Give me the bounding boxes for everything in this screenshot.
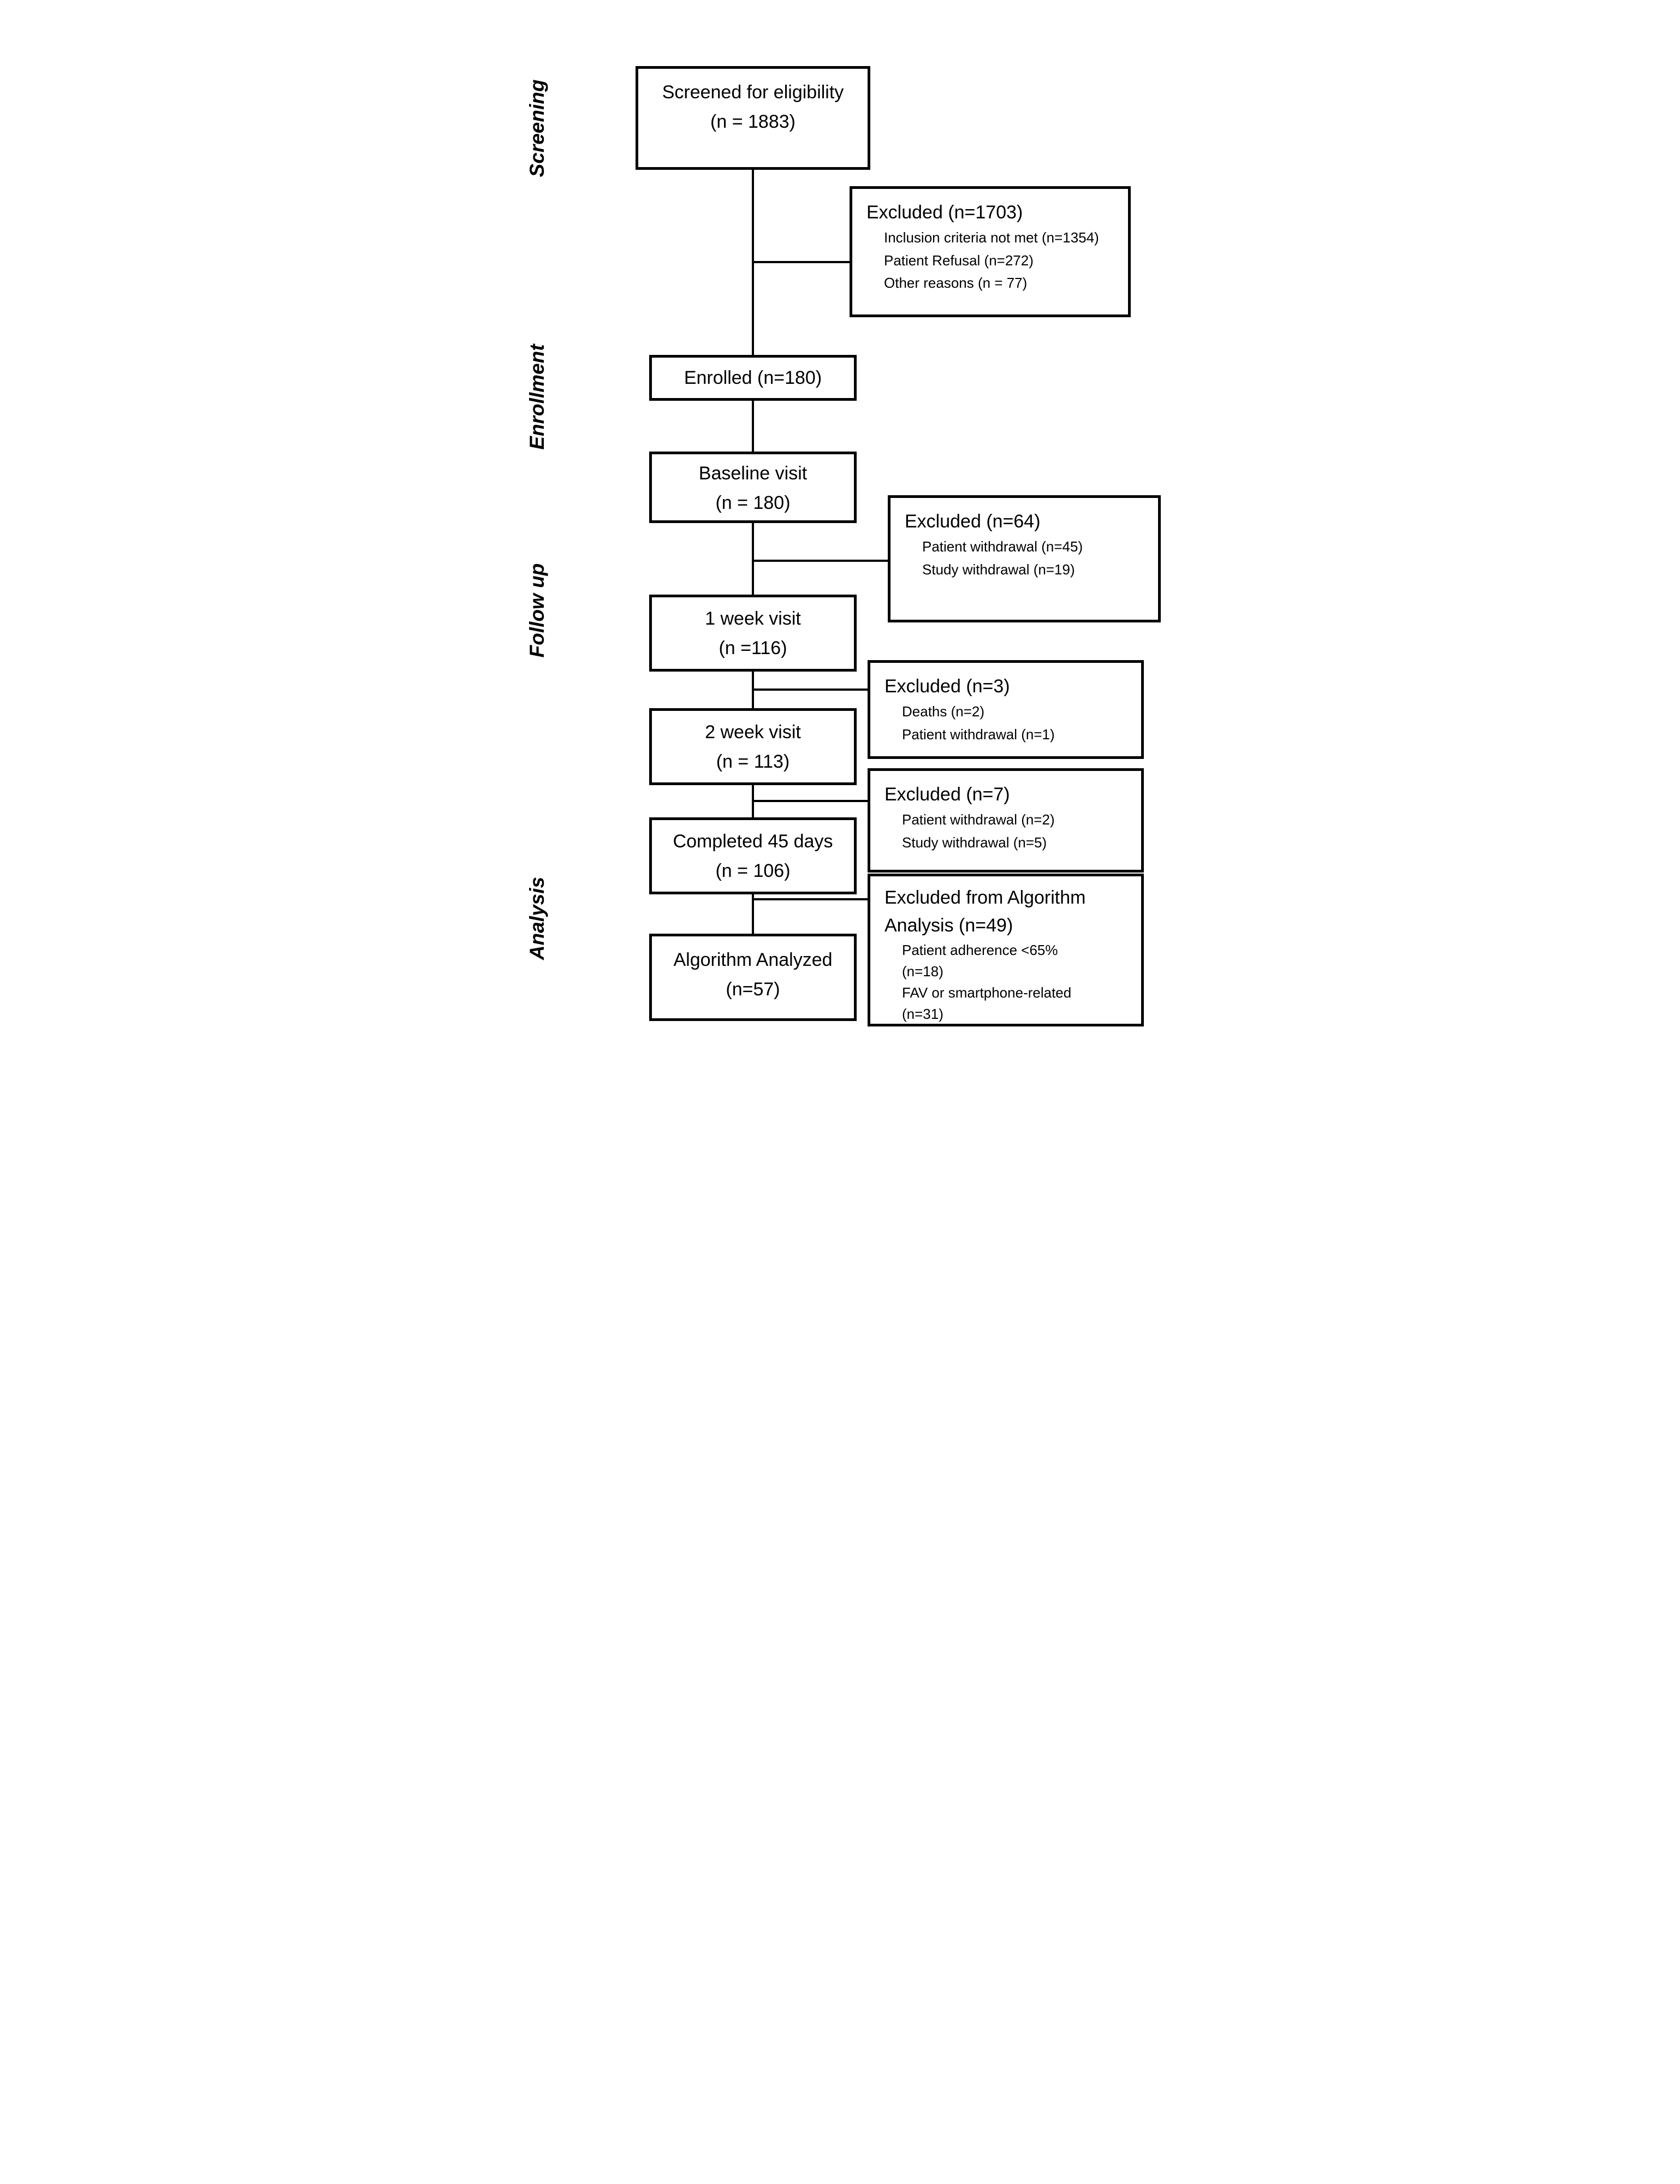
box-line: 2 week visit [705, 722, 801, 743]
box-1-week-visit [649, 595, 857, 672]
excluded-title: Excluded (n=7) [884, 784, 1010, 805]
excluded-item: Study withdrawal (n=5) [902, 834, 1047, 851]
branch-to-excluded-baseline [752, 560, 888, 562]
box-line: Enrolled (n=180) [684, 367, 822, 388]
box-2-week-visit [649, 708, 857, 785]
excluded-item: FAV or smartphone-related [902, 984, 1072, 1001]
branch-to-excluded-screening [752, 261, 852, 263]
box-algorithm-analyzed [649, 934, 857, 1021]
box-line: (n = 180) [715, 492, 791, 514]
excluded-title: Excluded from Algorithm [884, 887, 1086, 908]
box-line: Baseline visit [698, 463, 808, 484]
excluded-title: Analysis (n=49) [884, 915, 1013, 936]
excluded-item: Deaths (n=2) [902, 703, 985, 720]
branch-to-excluded-week2 [752, 800, 868, 802]
connector-baseline-to-week1 [752, 521, 754, 595]
box-excluded-1-week [868, 660, 1144, 759]
box-line: (n = 1883) [710, 111, 796, 133]
excluded-item: Inclusion criteria not met (n=1354) [884, 229, 1099, 246]
box-screened-for-eligibility [636, 66, 870, 170]
connector-enrolled-to-baseline [752, 399, 754, 452]
excluded-item: Patient withdrawal (n=45) [922, 538, 1083, 555]
excluded-item: Patient withdrawal (n=1) [902, 726, 1055, 743]
box-line: (n=57) [726, 979, 780, 1000]
excluded-title: Excluded (n=3) [884, 676, 1010, 697]
box-line: (n = 106) [715, 860, 791, 882]
excluded-item: Study withdrawal (n=19) [922, 561, 1075, 578]
excluded-title: Excluded (n=1703) [866, 202, 1023, 223]
patient-flow-diagram [420, 0, 1260, 1092]
box-enrolled [649, 355, 857, 401]
branch-to-excluded-week1 [752, 689, 868, 691]
excluded-item: Patient adherence <65% [902, 942, 1058, 958]
branch-to-excluded-analysis [752, 898, 868, 900]
stage-label-analysis: Analysis [526, 876, 548, 960]
box-line: (n = 113) [716, 751, 790, 773]
box-line: (n =116) [719, 638, 787, 659]
stage-label-follow-up: Follow up [526, 563, 548, 658]
box-excluded-screening [850, 186, 1131, 317]
excluded-item: Patient withdrawal (n=2) [902, 811, 1055, 828]
stage-label-screening: Screening [526, 79, 548, 177]
excluded-item: Patient Refusal (n=272) [884, 252, 1034, 269]
box-baseline-visit [649, 452, 857, 523]
box-excluded-2-week [868, 768, 1144, 873]
box-line: 1 week visit [705, 608, 801, 629]
box-excluded-baseline [888, 495, 1161, 622]
box-completed-45-days [649, 817, 857, 894]
excluded-item: (n=31) [902, 1006, 943, 1022]
excluded-item: Other reasons (n = 77) [884, 275, 1028, 292]
stage-label-enrollment: Enrollment [526, 344, 548, 450]
box-line: Completed 45 days [673, 831, 833, 852]
excluded-title: Excluded (n=64) [905, 511, 1041, 532]
excluded-item: (n=18) [902, 963, 943, 980]
box-excluded-algorithm-analysis [868, 874, 1144, 1026]
box-line: Screened for eligibility [662, 82, 844, 103]
box-line: Algorithm Analyzed [673, 949, 833, 970]
